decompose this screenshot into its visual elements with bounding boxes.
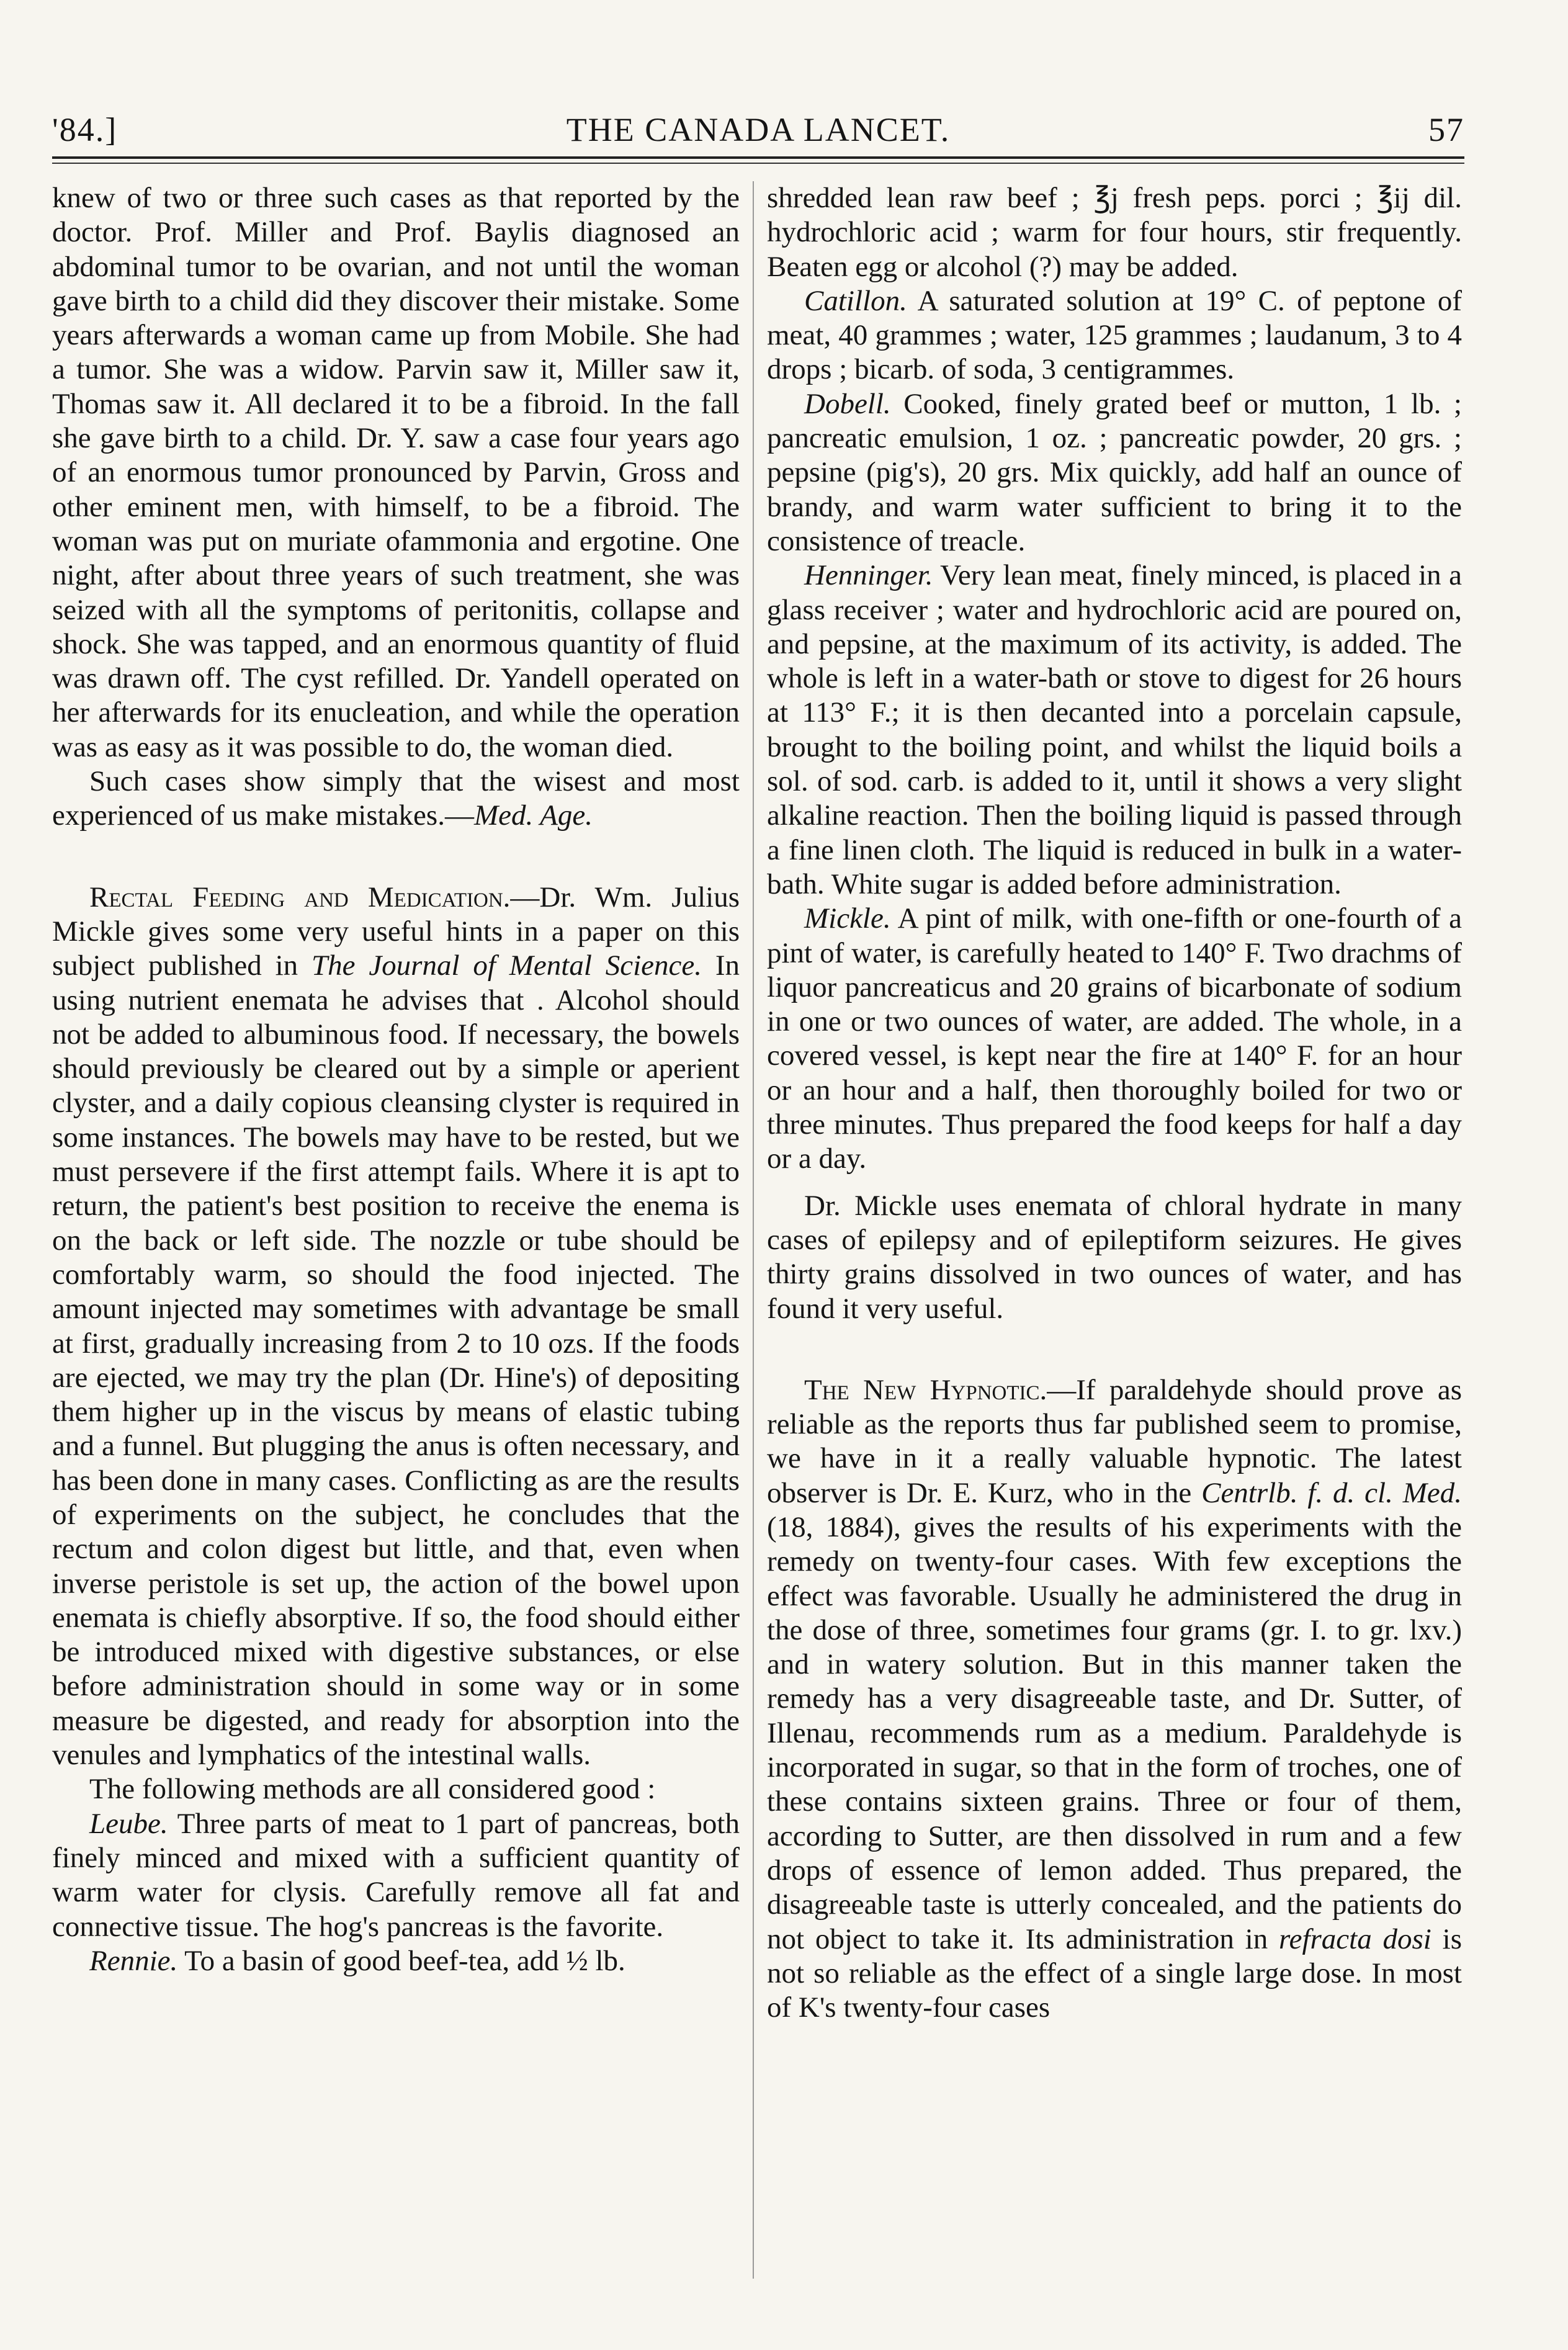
column-divider bbox=[753, 181, 754, 2279]
method-henninger bbox=[767, 558, 1462, 902]
section-gap bbox=[52, 833, 740, 881]
method-text: Three parts of meat to 1 part of pancreas, both finely minced and mixed with a sufficient quantity of warm water for clysis. Carefully remove all fat and connective tissue. The hog's pancreas is the favorite. bbox=[52, 1807, 740, 1943]
running-head bbox=[52, 110, 1464, 154]
paragraph-tumor-cases: knew of two or three such cases as that reported by the doctor. Prof. Miller and Prof. Baylis diagnosed an abdominal tumor to be ovarian, and not until the woman gave birth to a child did they discover their mistake. Some years afterwards a woman came up from Mobile. She had a tumor. She was a widow. Parvin saw it, Miller saw it, Thomas saw it. All declared it to be a fibroid. In the fall she gave birth to a child. Dr. Y. saw a case four years ago of an enormous tumor pronounced by Parvin, Gross and other eminent men, with himself, to be a fibroid. The woman was put on muriate ofammonia and ergotine. One night, after about three years of such treatment, she was seized with all the symptoms of peritonitis, collapse and shock. She was tapped, and an enormous quantity of fluid was drawn off. The cyst refilled. Dr. Yandell operated on her afterwards for its enucleation, and while the operation was as easy as it was possible to do, the woman died. bbox=[52, 182, 740, 763]
method-text: A pint of milk, with one-fifth or one-fourth of a pint of water, is carefully heated to 140° F. Two drachms of liquor pancreaticus and 20 grains of bicarbonate of sodium in one or two ounces of water, are added. The whole, in a covered vessel, is kept near the fire at 140° F. for an hour or an hour and a half, then thoroughly boiled for two or three minutes. Thus prepared the food keeps for half a day or a day. bbox=[767, 902, 1462, 1175]
journal-reference: Centrlb. f. d. cl. Med. bbox=[1201, 1476, 1462, 1509]
method-text: Very lean meat, finely minced, is placed in a glass receiver ; water and hydrochloric acid are poured on, and pepsine, at the maximum of its activity, is added. The whole is left in a water-bath or stove to digest for 26 hours at 113° F.; it is then decanted into a porcelain capsule, brought to the boiling point, and whilst the liquid boils a sol. of sod. carb. is added to it, until it shows a very slight alkaline reaction. Then the boiling liquid is passed through a fine linen cloth. The liquid is reduced in bulk in a water-bath. White sugar is added before administration. bbox=[767, 559, 1462, 900]
article-rectal-feeding bbox=[52, 881, 740, 1773]
left-column bbox=[52, 181, 740, 2279]
method-text: Cooked, finely grated beef or mutton, 1 lb. ; pancreatic emulsion, 1 oz. ; pancreatic powder, 20 grs. ; pepsine (pig's), 20 grs. Mix quickly, add half an ounce of brandy, and warm water sufficient to bring it to the consistence of treacle. bbox=[767, 387, 1462, 557]
methods-intro: The following methods are all considered good : bbox=[89, 1773, 656, 1806]
method-dobell bbox=[767, 387, 1462, 558]
method-text: A saturated solution at 19° C. of peptone of meat, 40 grammes ; water, 125 grammes ; laudanum, 3 to 4 drops ; bicarb. of soda, 3 centigrammes. bbox=[767, 284, 1462, 386]
journal-title: THE CANADA LANCET. bbox=[566, 111, 951, 148]
paragraph-gap bbox=[767, 1177, 1462, 1189]
method-rennie bbox=[52, 1944, 740, 1978]
method-catillon bbox=[767, 284, 1462, 387]
article-new-hypnotic bbox=[767, 1373, 1462, 2025]
mistakes-text: Such cases show simply that the wisest and most experienced of us make mistakes.— bbox=[52, 765, 740, 832]
method-name: Dobell. bbox=[804, 387, 891, 420]
method-name: Mickle. bbox=[804, 902, 891, 935]
article-heading: The New Hypnotic. bbox=[804, 1373, 1047, 1406]
paragraph-mistakes bbox=[52, 765, 740, 833]
header-rule-thin bbox=[52, 163, 1464, 164]
method-text: To a basin of good beef-tea, add ½ lb. bbox=[177, 1944, 625, 1977]
rectal-body: In using nutrient enemata he advises that . Alcohol should not be added to albuminous food. If necessary, the bowels should previously be cleared out by a simple or aperient clyster, and a daily copious cleansing clyster is required in some instances. The bowels may have to be rested, but we must persevere if the first attempt fails. Where it is apt to return, the patient's best position to receive the enema is on the back or left side. The nozzle or tube should be comfortably warm, so should the food injected. The amount injected may sometimes with advantage be small at first, gradually increasing from 2 to 10 ozs. If the foods are ejected, we may try the plan (Dr. Hine's) of depositing them higher up in the viscus by means of elastic tubing and a funnel. But plugging the anus is often necessary, and has been done in many cases. Conflicting as are the results of experiments on the subject, he concludes that the rectum and colon digest but little, and that, even when inverse peristole is set up, the action of the bowel upon enemata is chiefly absorptive. If so, the food should either be introduced mixed with digestive substances, or else before administration should in some way or in some measure be digested, and ready for absorption into the venules and lymphatics of the intestinal walls. bbox=[52, 949, 740, 1772]
hypnotic-intro: —If paraldehyde should prove as reliable as the reports thus far published seem to promise, we have in it a really valuable hypnotic. The latest observer is Dr. E. Kurz, who in the bbox=[767, 1373, 1462, 1509]
paragraph-chloral: Dr. Mickle uses enemata of chloral hydrate in many cases of epilepsy and of epileptiform seizures. He gives thirty grains dissolved in two ounces of water, and has found it very useful. bbox=[767, 1189, 1462, 1325]
method-leube bbox=[52, 1807, 740, 1944]
source-citation: Med. Age. bbox=[473, 799, 593, 832]
rectal-intro: —Dr. Wm. Julius Mickle gives some very useful hints in a paper on this subject published in bbox=[52, 881, 740, 982]
article-heading: Rectal Feeding and Medication. bbox=[89, 881, 511, 913]
section-gap bbox=[767, 1326, 1462, 1373]
method-name: Henninger. bbox=[804, 559, 933, 592]
journal-reference: The Journal of Mental Science. bbox=[311, 949, 702, 982]
hypnotic-body: (18, 1884), gives the results of his experiments with the remedy on twenty-four cases. With few exceptions the effect was favorable. Usually he administered the drug in the dose of three, sometimes four grams (gr. I. to gr. lxv.) and in watery solution. But in this manner taken the remedy has a very disagreeable taste, and Dr. Sutter, of Illenau, recommends rum as a medium. Paraldehyde is incorporated in sugar, so that in the form of troches, one of these contains sixteen grains. Three or four of them, according to Sutter, are then dissolved in rum and a few drops of essence of lemon added. Thus prepared, the disagreeable taste is utterly concealed, and the patients do not object to take it. Its administration in bbox=[767, 1510, 1462, 1955]
method-name: Leube. bbox=[89, 1807, 168, 1840]
method-name: Catillon. bbox=[804, 284, 907, 317]
method-name: Rennie. bbox=[89, 1944, 178, 1977]
page-number: 57 bbox=[1428, 111, 1464, 148]
header-year: '84.] bbox=[52, 111, 118, 148]
header-rule bbox=[52, 156, 1464, 159]
hypnotic-end: is not so reliable as the effect of a single large dose. In most of K's twenty-four cases bbox=[767, 1922, 1462, 2024]
right-column bbox=[767, 181, 1462, 2279]
method-mickle bbox=[767, 902, 1462, 1176]
method-rennie-continued: shredded lean raw beef ; ℥j fresh peps. porci ; ℥ij dil. hydrochloric acid ; warm for four hours, stir frequently. Beaten egg or alcohol (?) may be added. bbox=[767, 182, 1462, 283]
latin-phrase: refracta dosi bbox=[1279, 1922, 1431, 1955]
